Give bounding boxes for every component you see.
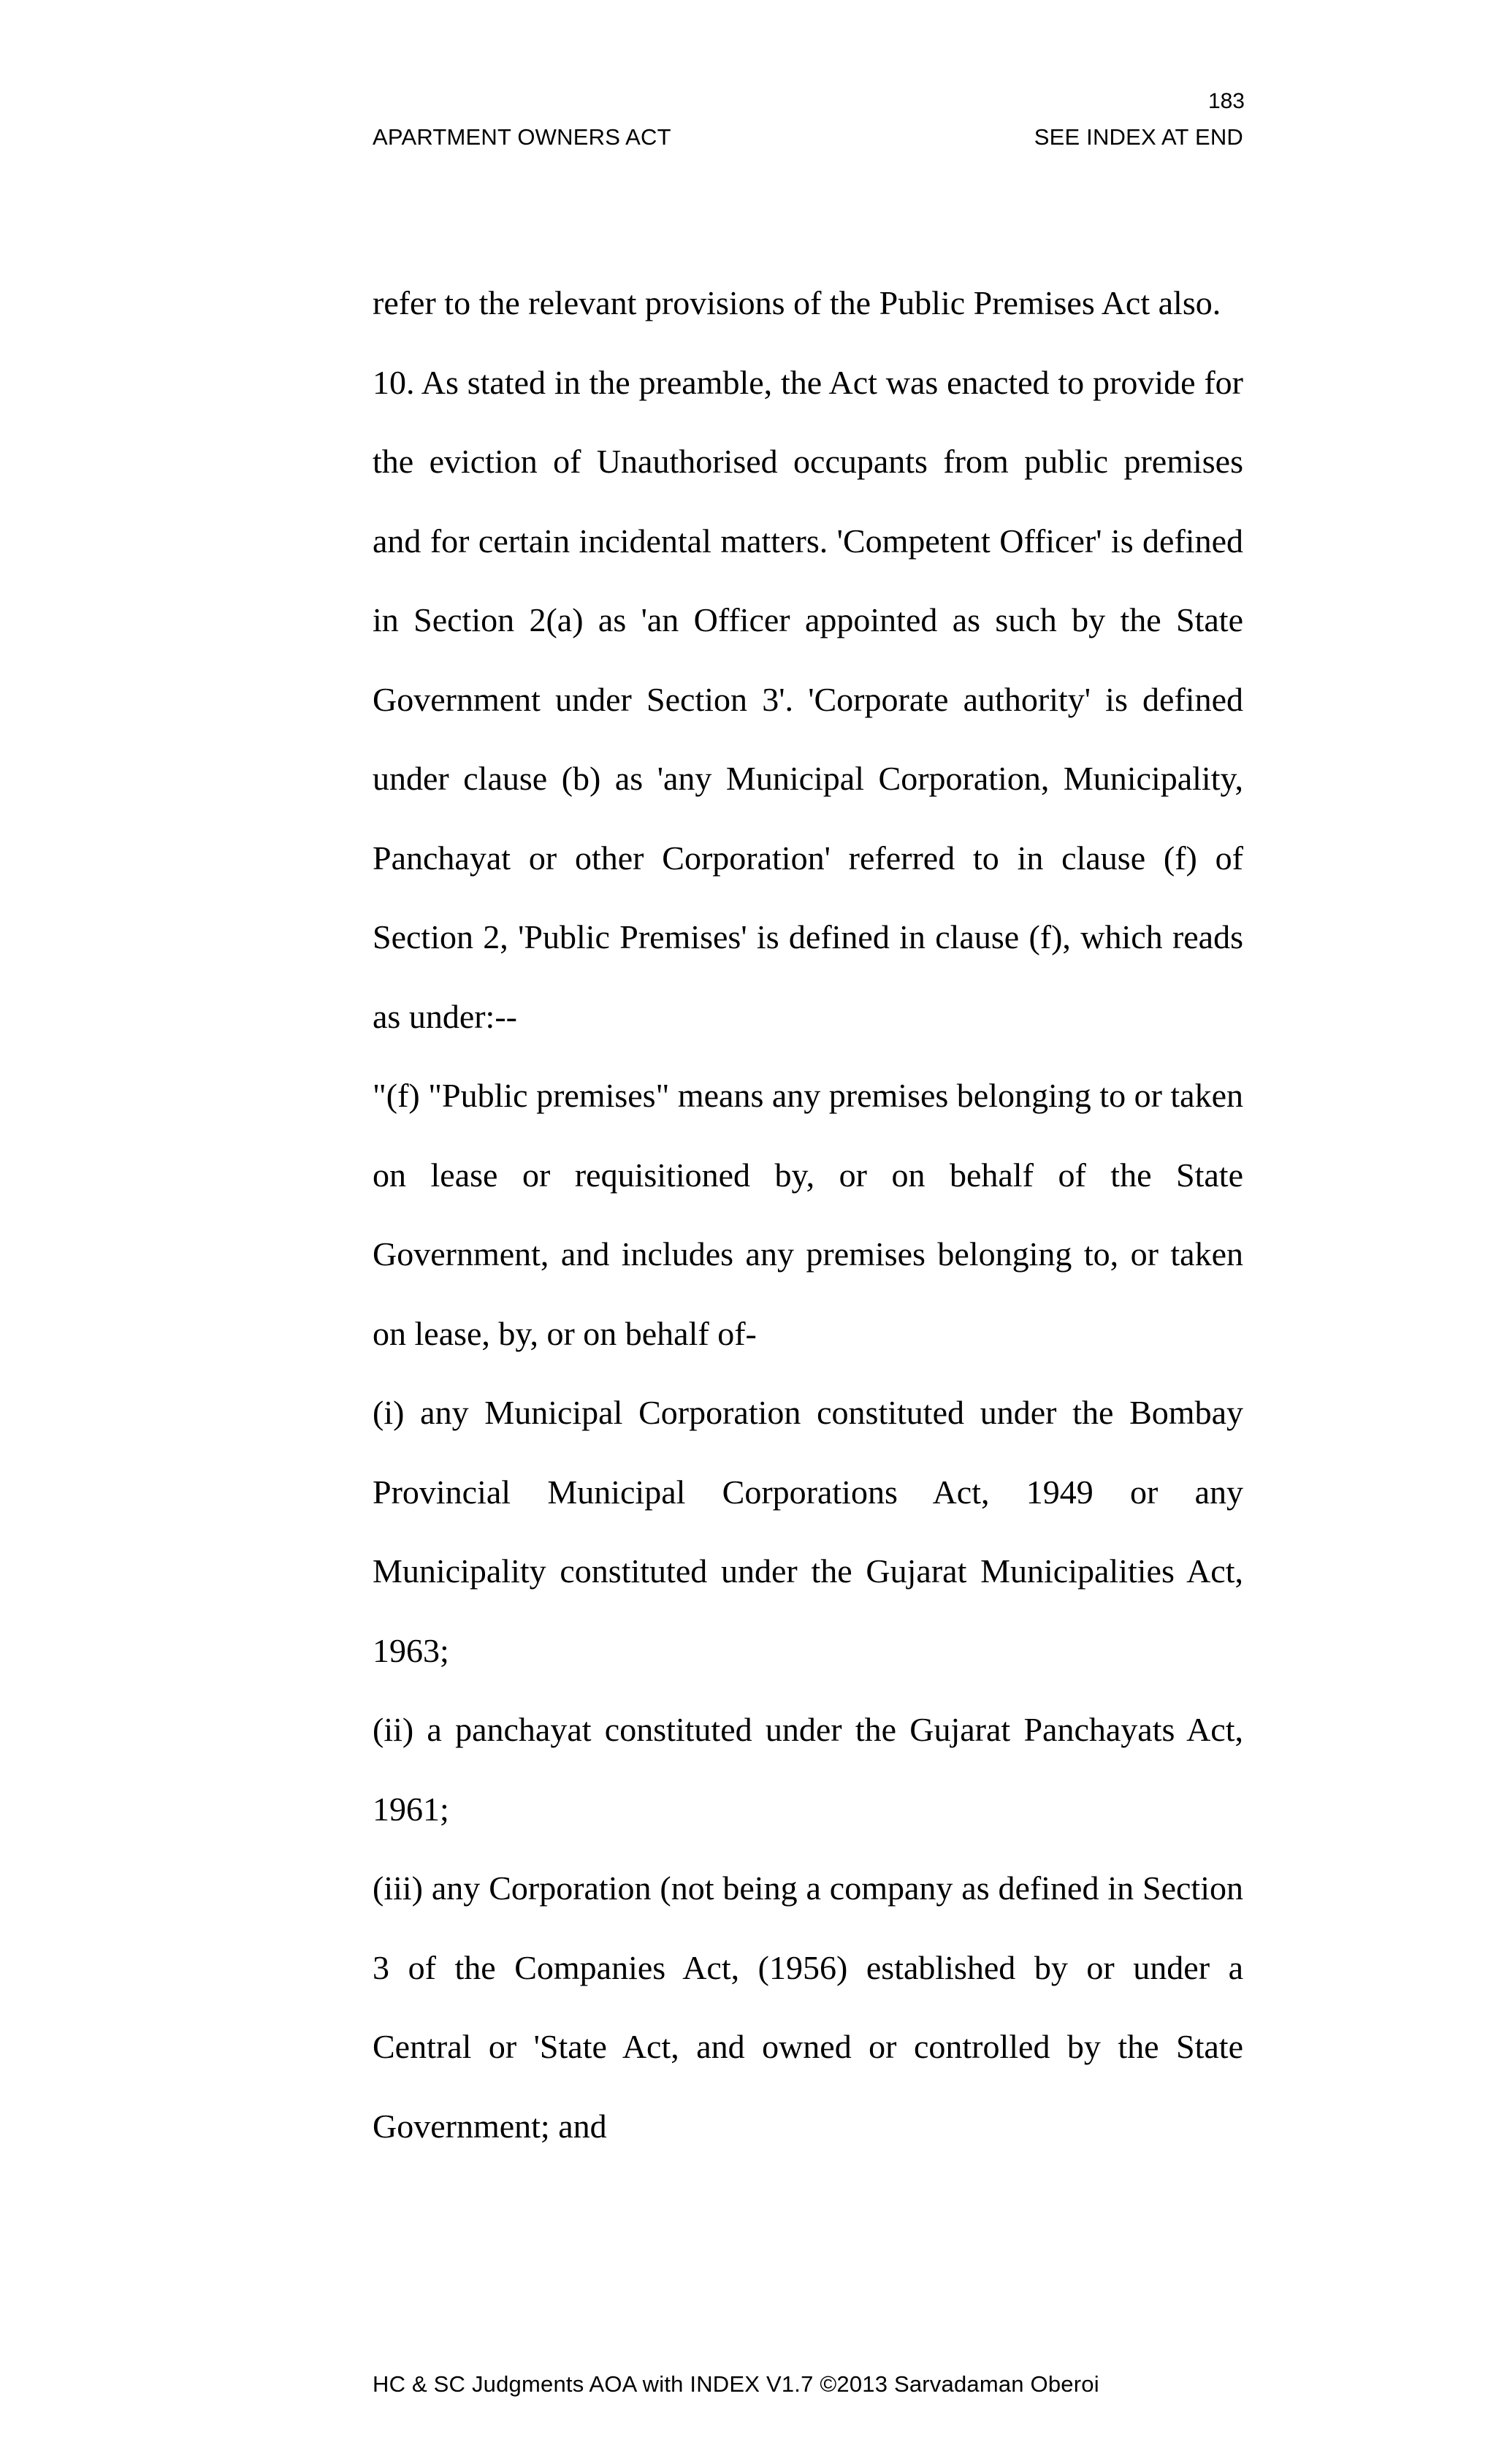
page-number: 183	[1207, 89, 1245, 113]
paragraph: (i) any Municipal Corporation constituted under the Bombay Provincial Municipal Corporations Act, 1949 or any Municipality constituted under the Gujarat Municipalities Act, 1963;	[373, 1394, 1243, 1669]
paragraph: (ii) a panchayat constituted under the Gujarat Panchayats Act, 1961;	[373, 1711, 1243, 1828]
paragraph: "(f) "Public premises" means any premises belonging to or taken on lease or requisitioned by, or on behalf of the State Government, and includes any premises belonging to, or taken on lease, by, or on behalf of-	[373, 1077, 1244, 1352]
paragraph: 10. As stated in the preamble, the Act was enacted to provide for the eviction of Unauthorised occupants from public premises and for certain incidental matters. 'Competent Officer' is defined in Section 2(a) as 'an Officer appointed as such by the State Government under Section 3'. 'Corporate authority' is defined under clause (b) as 'any Municipal Corporation, Municipality, Panchayat or other Corporation' referred to in clause (f) of Section 2, 'Public Premises' is defined in clause (f), which reads as under:--	[373, 363, 1243, 1035]
document-body	[373, 264, 1243, 2166]
header-title: APARTMENT OWNERS ACT	[373, 124, 671, 150]
running-header	[373, 126, 1243, 148]
page-footer: HC & SC Judgments AOA with INDEX V1.7 ©2013 Sarvadaman Oberoi	[373, 2371, 1099, 2397]
paragraph: (iii) any Corporation (not being a company as defined in Section 3 of the Companies Act, (1956) established by or under a Central or 'State Act, and owned or controlled by the State Government; and	[373, 1869, 1243, 2145]
header-index-note: SEE INDEX AT END	[1034, 124, 1243, 150]
paragraph: refer to the relevant provisions of the Public Premises Act also.	[373, 284, 1221, 321]
